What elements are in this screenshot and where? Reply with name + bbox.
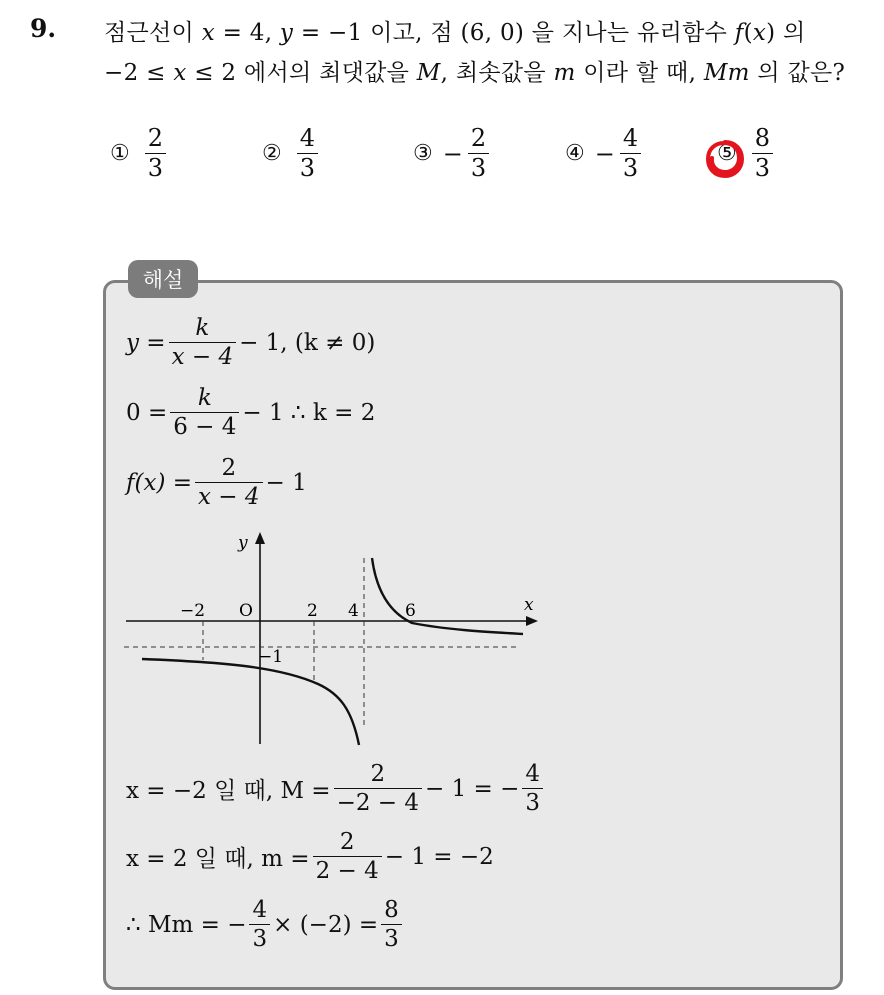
eq-lhs: y = (126, 329, 166, 356)
numerator: k (197, 385, 212, 411)
numerator: k (195, 315, 210, 341)
denominator: x − 4 (195, 482, 263, 509)
eq-fraction (169, 316, 237, 369)
eq-fraction (313, 830, 382, 883)
solution-step-6 (126, 898, 405, 951)
eq-mid: × (−2) = (273, 911, 379, 938)
denominator: −2 − 4 (334, 788, 422, 815)
numerator: 8 (754, 124, 771, 152)
denominator: 3 (468, 153, 489, 181)
choice-1[interactable] (110, 126, 169, 181)
eq-lhs: ∴ Mm = − (126, 911, 247, 938)
neg-one-label: −1 (258, 647, 284, 667)
origin-label: O (239, 601, 253, 621)
question-text: −2 ≤ (104, 60, 174, 86)
choice-fraction (468, 126, 489, 181)
x-axis-label: x (524, 595, 534, 615)
numerator: 4 (252, 897, 268, 923)
eq-fraction (249, 898, 270, 951)
tick-label: 6 (405, 601, 416, 621)
var-m: m (553, 60, 576, 86)
question-text: ) 의 (766, 20, 806, 46)
question-text: = 4, (214, 20, 280, 46)
var-f: f (734, 20, 744, 46)
choice-number: ④ (565, 141, 585, 167)
eq-fraction (334, 762, 422, 815)
x-axis-arrow (526, 616, 538, 626)
eq-lhs: x = 2 일 때, m = (126, 846, 310, 873)
curve-right-branch (372, 558, 523, 634)
var-Mm: Mm (703, 60, 750, 86)
choice-sign: − (594, 139, 615, 168)
choice-number: ① (110, 141, 130, 167)
question-line-1 (104, 14, 806, 47)
eq-fraction (522, 762, 543, 815)
numerator: 4 (299, 124, 316, 152)
eq-rest: − 1 = −2 (384, 843, 494, 870)
var-y: y (279, 20, 294, 46)
tick-label: −2 (180, 601, 206, 621)
question-text: ≤ 2 에서의 최댓값을 (186, 60, 417, 86)
choice-number: ⑤ (717, 141, 737, 167)
eq-fraction (381, 898, 402, 951)
answer-marker-circle (700, 134, 750, 184)
question-line-2 (104, 54, 845, 87)
question-text: 점근선이 (104, 20, 202, 46)
denominator: 3 (752, 153, 773, 181)
solution-step-5 (126, 830, 494, 883)
numerator: 2 (470, 124, 487, 152)
curve-left-branch (142, 659, 359, 745)
denominator: x − 4 (169, 342, 237, 369)
numerator: 4 (525, 761, 541, 787)
numerator: 2 (221, 455, 237, 481)
numerator: 2 (370, 761, 386, 787)
denominator: 6 − 4 (170, 412, 239, 439)
var-x: x (173, 60, 187, 86)
var-x: x (752, 20, 767, 46)
eq-rest: − 1 ∴ k = 2 (242, 399, 376, 426)
var-x: x (201, 20, 215, 46)
eq-fraction (195, 456, 263, 509)
choice-4[interactable] (565, 126, 644, 181)
denominator: 3 (620, 153, 641, 181)
eq-mid: − 1 = − (425, 775, 520, 802)
choice-sign: − (442, 139, 463, 168)
y-axis-label: y (238, 533, 248, 553)
eq-lhs: f(x) = (126, 469, 193, 496)
eq-fraction (170, 386, 239, 439)
solution-step-4 (126, 762, 546, 815)
solution-step-1 (126, 316, 375, 369)
choice-fraction (145, 126, 166, 181)
choice-number: ② (262, 141, 282, 167)
eq-rest: − 1 (265, 469, 307, 496)
denominator: 2 − 4 (313, 856, 382, 883)
eq-lhs: x = −2 일 때, M = (126, 778, 331, 805)
function-graph (118, 528, 548, 753)
question-number: 9. (30, 14, 57, 43)
denominator: 3 (145, 153, 166, 181)
choice-2[interactable] (262, 126, 321, 181)
tick-label: 2 (307, 601, 318, 621)
question-text: 의 값은? (749, 60, 846, 86)
y-axis-arrow (255, 532, 265, 544)
denominator: 3 (297, 153, 318, 181)
choice-fraction (297, 126, 318, 181)
question-text: ( (743, 20, 753, 46)
solution-step-3 (126, 456, 307, 509)
choice-3[interactable] (413, 126, 492, 181)
solution-step-2 (126, 386, 375, 439)
question-text: 이라 할 때, (575, 60, 704, 86)
tick-label: 4 (348, 601, 359, 621)
var-M: M (416, 60, 441, 86)
choice-number: ③ (413, 141, 433, 167)
eq-lhs: 0 = (126, 399, 168, 426)
eq-rest: − 1, (k ≠ 0) (239, 329, 376, 356)
numerator: 4 (622, 124, 639, 152)
numerator: 2 (339, 829, 355, 855)
question-text: , 최솟값을 (440, 60, 554, 86)
choice-fraction (620, 126, 641, 181)
choice-fraction (752, 126, 773, 181)
numerator: 8 (384, 897, 399, 923)
denominator: 3 (381, 924, 402, 951)
solution-tab: 해설 (128, 260, 198, 298)
denominator: 3 (522, 788, 543, 815)
question-text: = −1 이고, 점 (6, 0) 을 지나는 유리함수 (293, 20, 735, 46)
denominator: 3 (249, 924, 270, 951)
numerator: 2 (147, 124, 164, 152)
